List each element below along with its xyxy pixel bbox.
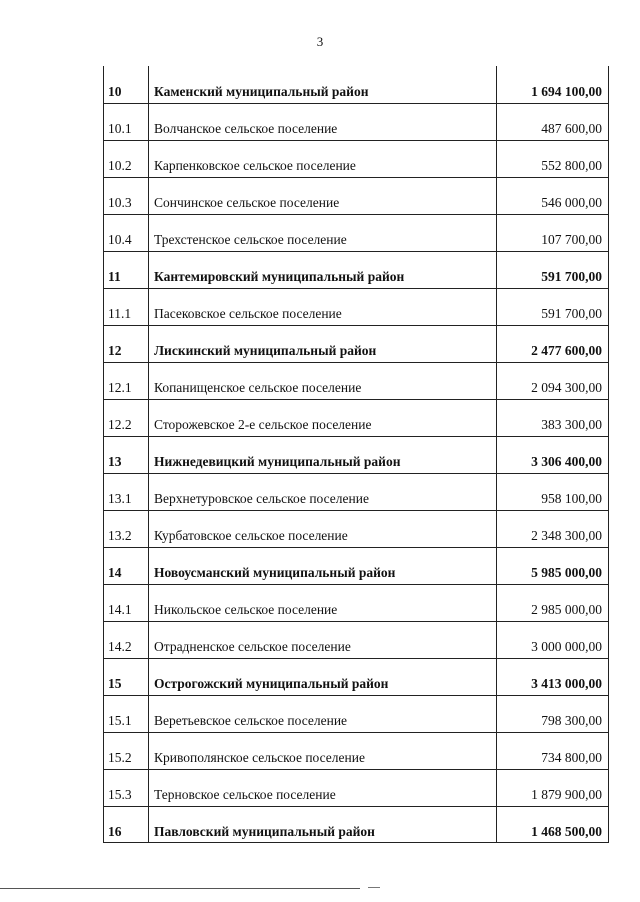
row-name: Острогожский муниципальный район bbox=[154, 676, 389, 691]
row-code: 15.1 bbox=[108, 713, 132, 728]
row-amount: 107 700,00 bbox=[541, 232, 602, 247]
row-name: Отрадненское сельское поселение bbox=[154, 639, 351, 654]
table-row-district bbox=[104, 66, 608, 104]
table-row-settlement bbox=[104, 473, 608, 511]
row-amount: 1 468 500,00 bbox=[531, 824, 602, 839]
row-name: Карпенковское сельское поселение bbox=[154, 158, 356, 173]
row-name: Пасековское сельское поселение bbox=[154, 306, 342, 321]
table-row-district bbox=[104, 658, 608, 696]
row-amount: 552 800,00 bbox=[541, 158, 602, 173]
table-row-settlement bbox=[104, 214, 608, 252]
row-name: Сторожевское 2-е сельское поселение bbox=[154, 417, 372, 432]
table-row-settlement bbox=[104, 510, 608, 548]
footer-rule bbox=[0, 888, 360, 889]
table-row-district bbox=[104, 325, 608, 363]
row-name: Новоусманский муниципальный район bbox=[154, 565, 396, 580]
row-code: 13 bbox=[108, 454, 122, 469]
table-row-district bbox=[104, 251, 608, 289]
row-name: Курбатовское сельское поселение bbox=[154, 528, 348, 543]
row-code: 12 bbox=[108, 343, 122, 358]
table-row-settlement bbox=[104, 362, 608, 400]
row-code: 15 bbox=[108, 676, 122, 691]
row-code: 14.1 bbox=[108, 602, 132, 617]
table-row-settlement bbox=[104, 732, 608, 770]
row-amount: 958 100,00 bbox=[541, 491, 602, 506]
row-code: 15.2 bbox=[108, 750, 132, 765]
row-name: Павловский муниципальный район bbox=[154, 824, 375, 839]
row-amount: 2 477 600,00 bbox=[531, 343, 602, 358]
table-row-settlement bbox=[104, 399, 608, 437]
table-row-district bbox=[104, 547, 608, 585]
row-amount: 734 800,00 bbox=[541, 750, 602, 765]
row-name: Сончинское сельское поселение bbox=[154, 195, 340, 210]
allocation-table bbox=[103, 66, 609, 843]
row-amount: 1 879 900,00 bbox=[531, 787, 602, 802]
row-name: Нижнедевицкий муниципальный район bbox=[154, 454, 401, 469]
row-code: 15.3 bbox=[108, 787, 132, 802]
row-code: 14.2 bbox=[108, 639, 132, 654]
table-row-district bbox=[104, 436, 608, 474]
row-amount: 591 700,00 bbox=[541, 306, 602, 321]
row-name: Каменский муниципальный район bbox=[154, 84, 369, 99]
row-name: Верхнетуровское сельское поселение bbox=[154, 491, 369, 506]
row-amount: 546 000,00 bbox=[541, 195, 602, 210]
row-amount: 3 306 400,00 bbox=[531, 454, 602, 469]
row-name: Веретьевское сельское поселение bbox=[154, 713, 348, 728]
row-code: 10.3 bbox=[108, 195, 132, 210]
table-row-settlement bbox=[104, 288, 608, 326]
row-code: 16 bbox=[108, 824, 122, 839]
row-name: Кантемировский муниципальный район bbox=[154, 269, 405, 284]
table-row-settlement bbox=[104, 695, 608, 733]
page-number: 3 bbox=[316, 34, 324, 49]
row-amount: 3 413 000,00 bbox=[531, 676, 602, 691]
row-code: 13.1 bbox=[108, 491, 132, 506]
row-amount: 5 985 000,00 bbox=[531, 565, 602, 580]
row-amount: 3 000 000,00 bbox=[531, 639, 602, 654]
row-code: 12.1 bbox=[108, 380, 132, 395]
row-amount: 1 694 100,00 bbox=[531, 84, 602, 99]
row-amount: 798 300,00 bbox=[541, 713, 602, 728]
table-row-settlement bbox=[104, 103, 608, 141]
row-name: Никольское сельское поселение bbox=[154, 602, 338, 617]
row-name: Копанищенское сельское поселение bbox=[154, 380, 362, 395]
row-code: 13.2 bbox=[108, 528, 132, 543]
row-name: Терновское сельское поселение bbox=[154, 787, 336, 802]
row-amount: 2 348 300,00 bbox=[531, 528, 602, 543]
row-code: 10 bbox=[108, 84, 122, 99]
table-row-settlement bbox=[104, 177, 608, 215]
row-code: 10.1 bbox=[108, 121, 132, 136]
table-row-settlement bbox=[104, 769, 608, 807]
footer-rule-dash bbox=[368, 887, 380, 888]
row-code: 10.4 bbox=[108, 232, 132, 247]
row-code: 10.2 bbox=[108, 158, 132, 173]
row-amount: 2 985 000,00 bbox=[531, 602, 602, 617]
row-code: 12.2 bbox=[108, 417, 132, 432]
table-row-district bbox=[104, 806, 608, 843]
row-amount: 591 700,00 bbox=[541, 269, 602, 284]
row-code: 14 bbox=[108, 565, 122, 580]
row-amount: 2 094 300,00 bbox=[531, 380, 602, 395]
row-amount: 383 300,00 bbox=[541, 417, 602, 432]
row-code: 11 bbox=[108, 269, 121, 284]
row-code: 11.1 bbox=[108, 306, 132, 321]
table-row-settlement bbox=[104, 140, 608, 178]
table-row-settlement bbox=[104, 584, 608, 622]
row-name: Лискинский муниципальный район bbox=[154, 343, 377, 358]
row-name: Кривополянское сельское поселение bbox=[154, 750, 365, 765]
table-row-settlement bbox=[104, 621, 608, 659]
row-name: Трехстенское сельское поселение bbox=[154, 232, 347, 247]
row-name: Волчанское сельское поселение bbox=[154, 121, 338, 136]
row-amount: 487 600,00 bbox=[541, 121, 602, 136]
